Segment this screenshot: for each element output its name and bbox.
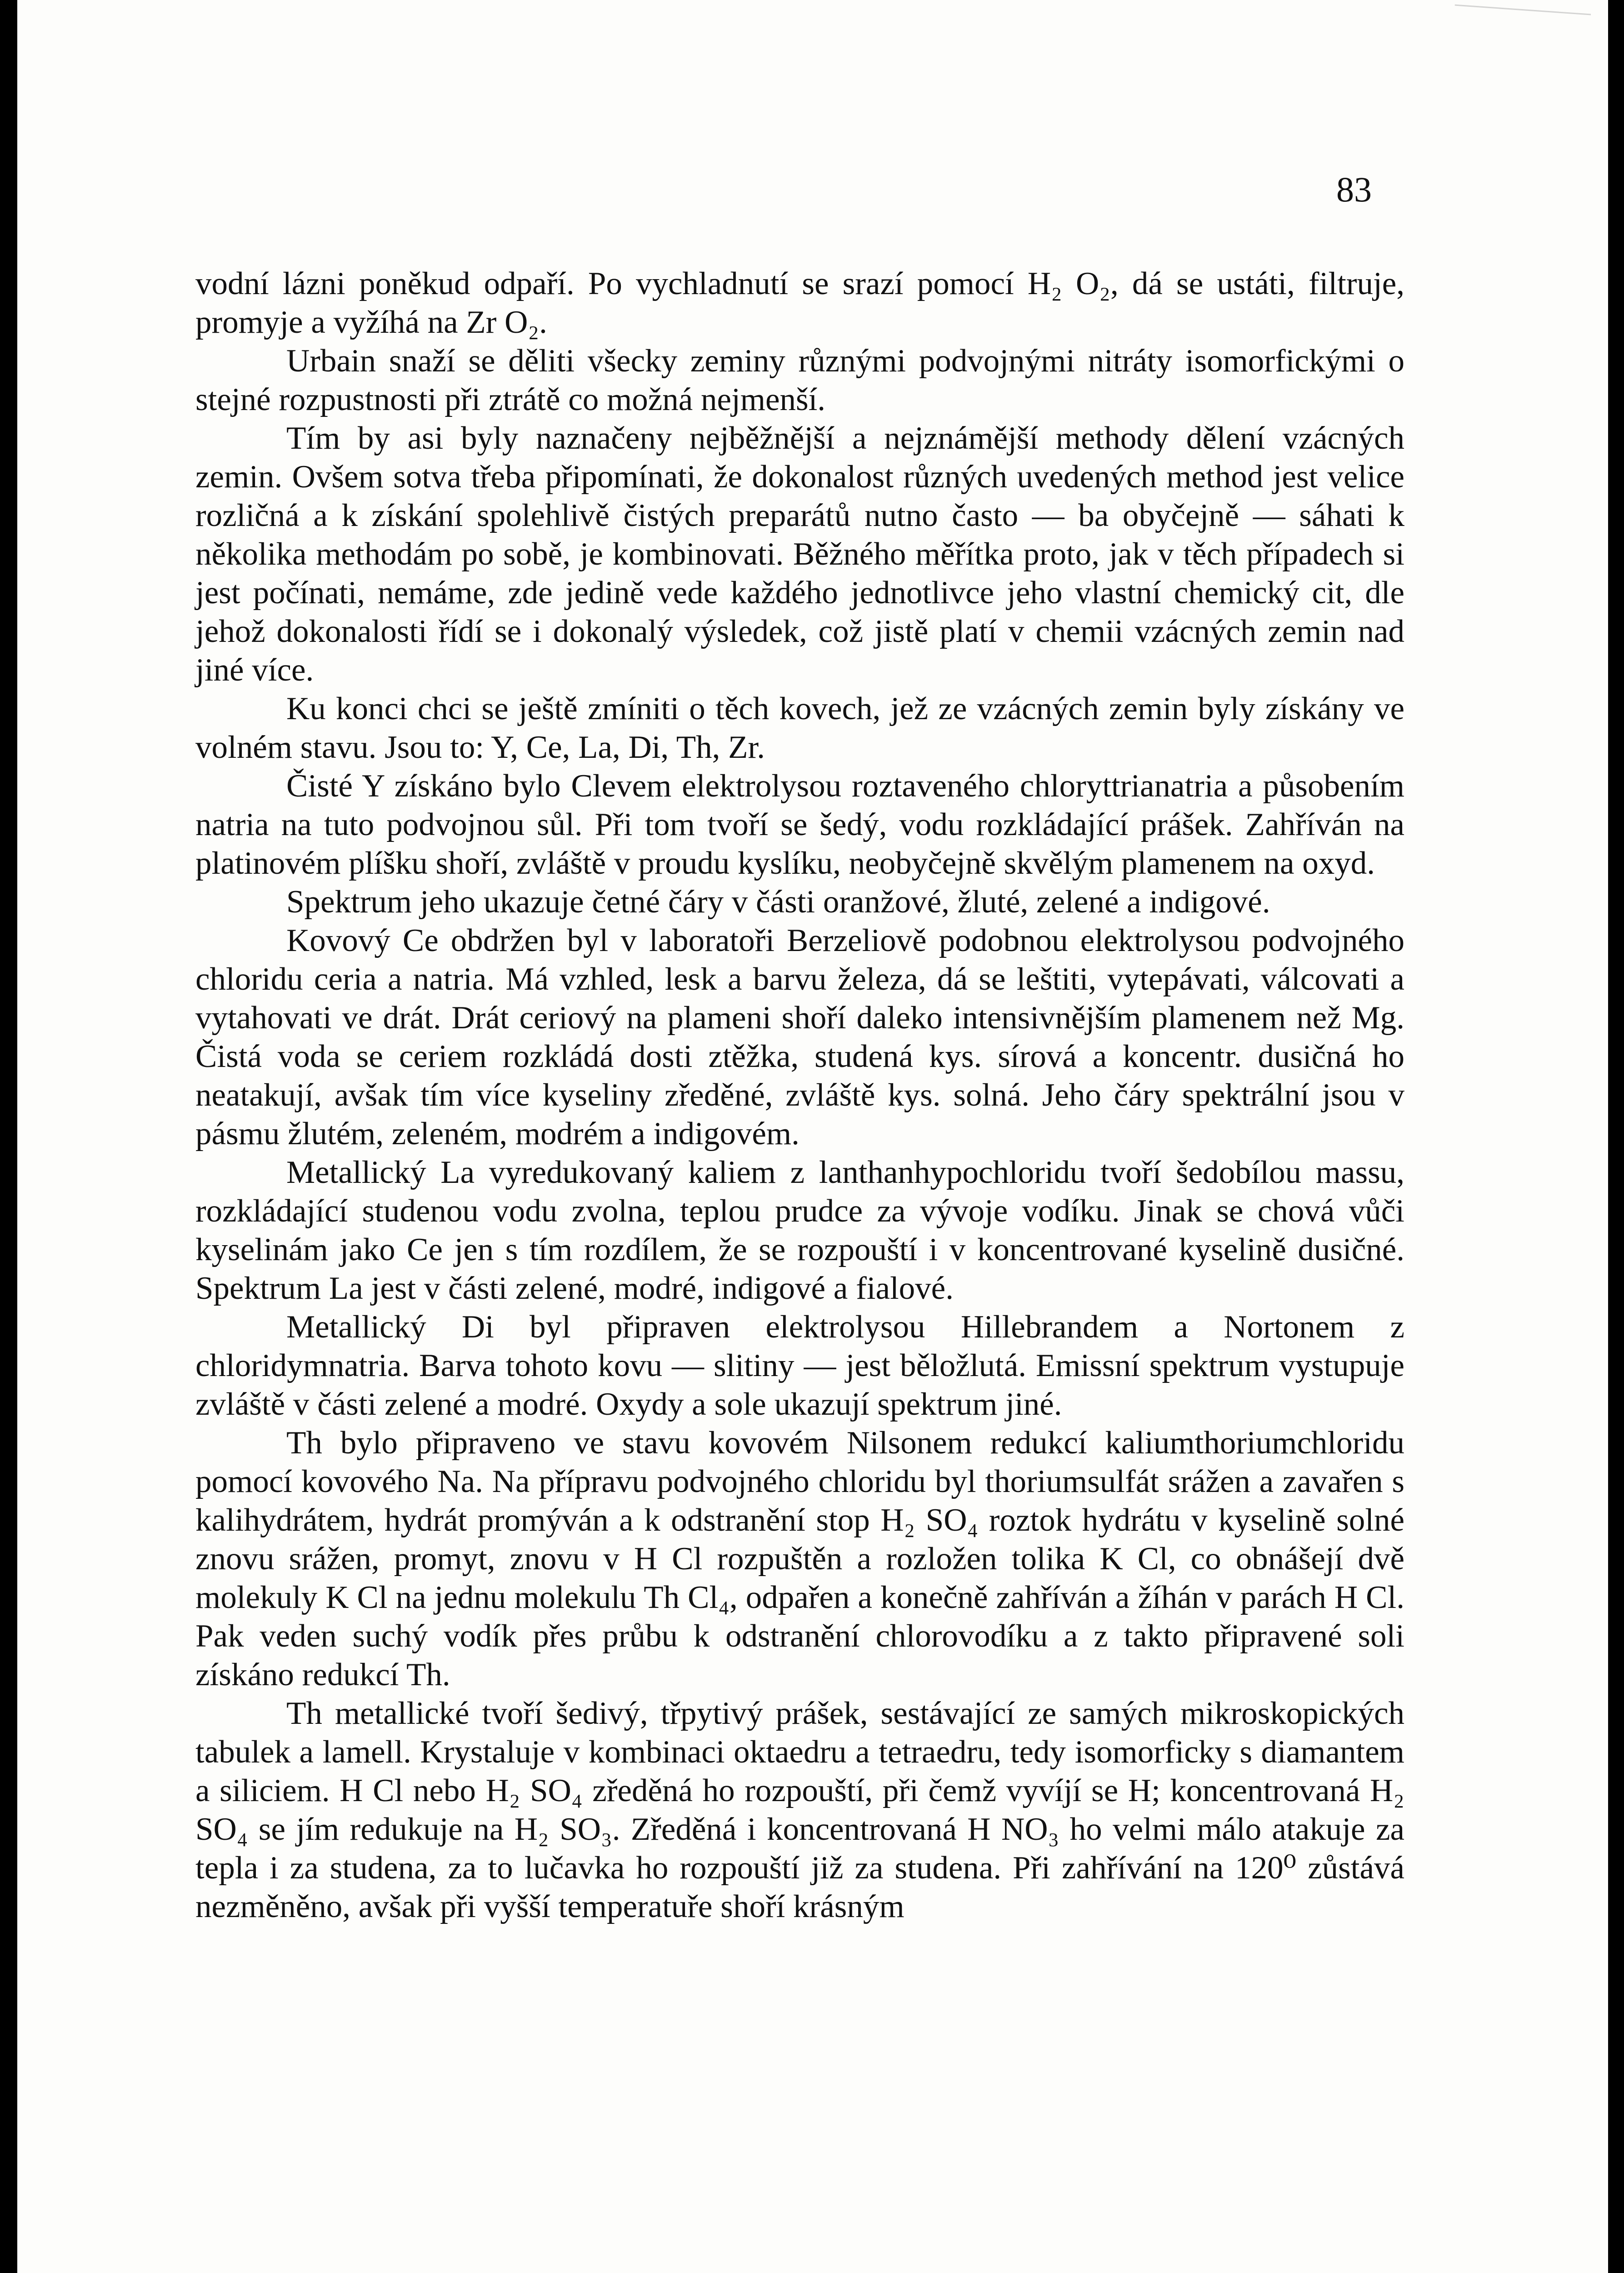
paragraph: Metallický La vyredukovaný kaliem z lanthanhypochloridu tvoří šedobílou massu, rozkládající studenou vodu zvolna, teplou prudce za vývoje vodíku. Jinak se chová vůči kyselinám jako Ce jen s tím rozdílem, že se rozpouští i v koncentrované kyselině dusičné. Spektrum La jest v části zelené, modré, indigové a fialové. [195,1155,1404,1306]
paragraph: vodní lázni poněkud odpaří. Po vychladnutí se srazí pomocí H₂ O₂, dá se ustáti, filtruje, promyje a vyžíhá na Zr O₂. [195,266,1404,340]
body-text [195,265,1404,1926]
paragraph: Spektrum jeho ukazuje četné čáry v části oranžové, žluté, zelené a indigové. [286,884,1270,920]
paragraph: Tím by asi byly naznačeny nejběžnější a nejznámější methody dělení vzácných zemin. Ovšem sotva třeba připomínati, že dokonalost různých uvedených method jest velice rozličná a k získání spolehlivě čistých preparátů nutno často — ba obyčejně — sáhati k několika methodám po sobě, je kombinovati. Běžného měřítka proto, jak v těch případech si jest počínati, nemáme, zde jedině vede každého jednotlivce jeho vlastní chemický cit, dle jehož dokonalosti řídí se i dokonalý výsledek, což jistě platí v chemii vzácných zemin nad jiné více. [195,421,1404,688]
paragraph: Th metallické tvoří šedivý, třpytivý prášek, sestávající ze samých mikroskopických tabulek a lamell. Krystaluje v kombinaci oktaedru a tetraedru, tedy isomorficky s diamantem a siliciem. H Cl nebo H₂ SO₄ zředěná ho rozpouští, při čemž vyvíjí se H; koncentrovaná H₂ SO₄ se jím redukuje na H₂ SO₃. Zředěná i koncentrovaná H NO₃ ho velmi málo atakuje za tepla i za studena, za to lučavka ho rozpouští již za studena. Při zahřívání na 120⁰ zůstává nezměněno, avšak při vyšší temperatuře shoří krásným [195,1696,1404,1924]
page-number: 83 [1336,170,1372,209]
paragraph: Ku konci chci se ještě zmíniti o těch kovech, jež ze vzácných zemin byly získány ve volném stavu. Jsou to: Y, Ce, La, Di, Th, Zr. [195,691,1404,765]
book-page [17,0,1608,2273]
paragraph: Urbain snaží se děliti všecky zeminy různými podvojnými nitráty isomorfickými o stejné rozpustnosti při ztrátě co možná nejmenší. [195,343,1404,417]
paragraph: Metallický Di byl připraven elektrolysou Hillebrandem a Nortonem z chloridymnatria. Barva tohoto kovu — slitiny — jest běložlutá. Emissní spektrum vystupuje zvláště v části zelené a modré. Oxydy a sole ukazují spektrum jiné. [195,1309,1404,1422]
scan-artifact [1453,5,1591,47]
paragraph: Th bylo připraveno ve stavu kovovém Nilsonem redukcí kaliumthoriumchloridu pomocí kovového Na. Na přípravu podvojného chloridu byl thoriumsulfát srážen a zavařen s kalihydrátem, hydrát promýván a k odstranění stop H₂ SO₄ roztok hydrátu v kyselině solné znovu srážen, promyt, znovu v H Cl rozpuštěn a rozložen tolika K Cl, co obnášejí dvě molekuly K Cl na jednu molekulu Th Cl₄, odpařen a konečně zahříván a žíhán v parách H Cl. Pak veden suchý vodík přes průbu k odstranění chlorovodíku a z takto připravené soli získáno redukcí Th. [195,1425,1404,1692]
paragraph: Čisté Y získáno bylo Clevem elektrolysou roztaveného chloryttrianatria a působením natria na tuto podvojnou sůl. Při tom tvoří se šedý, vodu rozkládající prášek. Zahříván na platinovém plíšku shoří, zvláště v proudu kyslíku, neobyčejně skvělým plamenem na oxyd. [195,768,1404,881]
paragraph: Kovový Ce obdržen byl v laboratoři Berzeliově podobnou elektrolysou podvojného chloridu ceria a natria. Má vzhled, lesk a barvu železa, dá se leštiti, vytepávati, válcovati a vytahovati ve drát. Drát ceriový na plameni shoří daleko intensivnějším plamenem než Mg. Čistá voda se ceriem rozkládá dosti ztěžka, studená kys. sírová a koncentr. dusičná ho neatakují, avšak tím více kyseliny zředěné, zvláště kys. solná. Jeho čáry spektrální jsou v pásmu žlutém, zeleném, modrém a indigovém. [195,923,1404,1152]
